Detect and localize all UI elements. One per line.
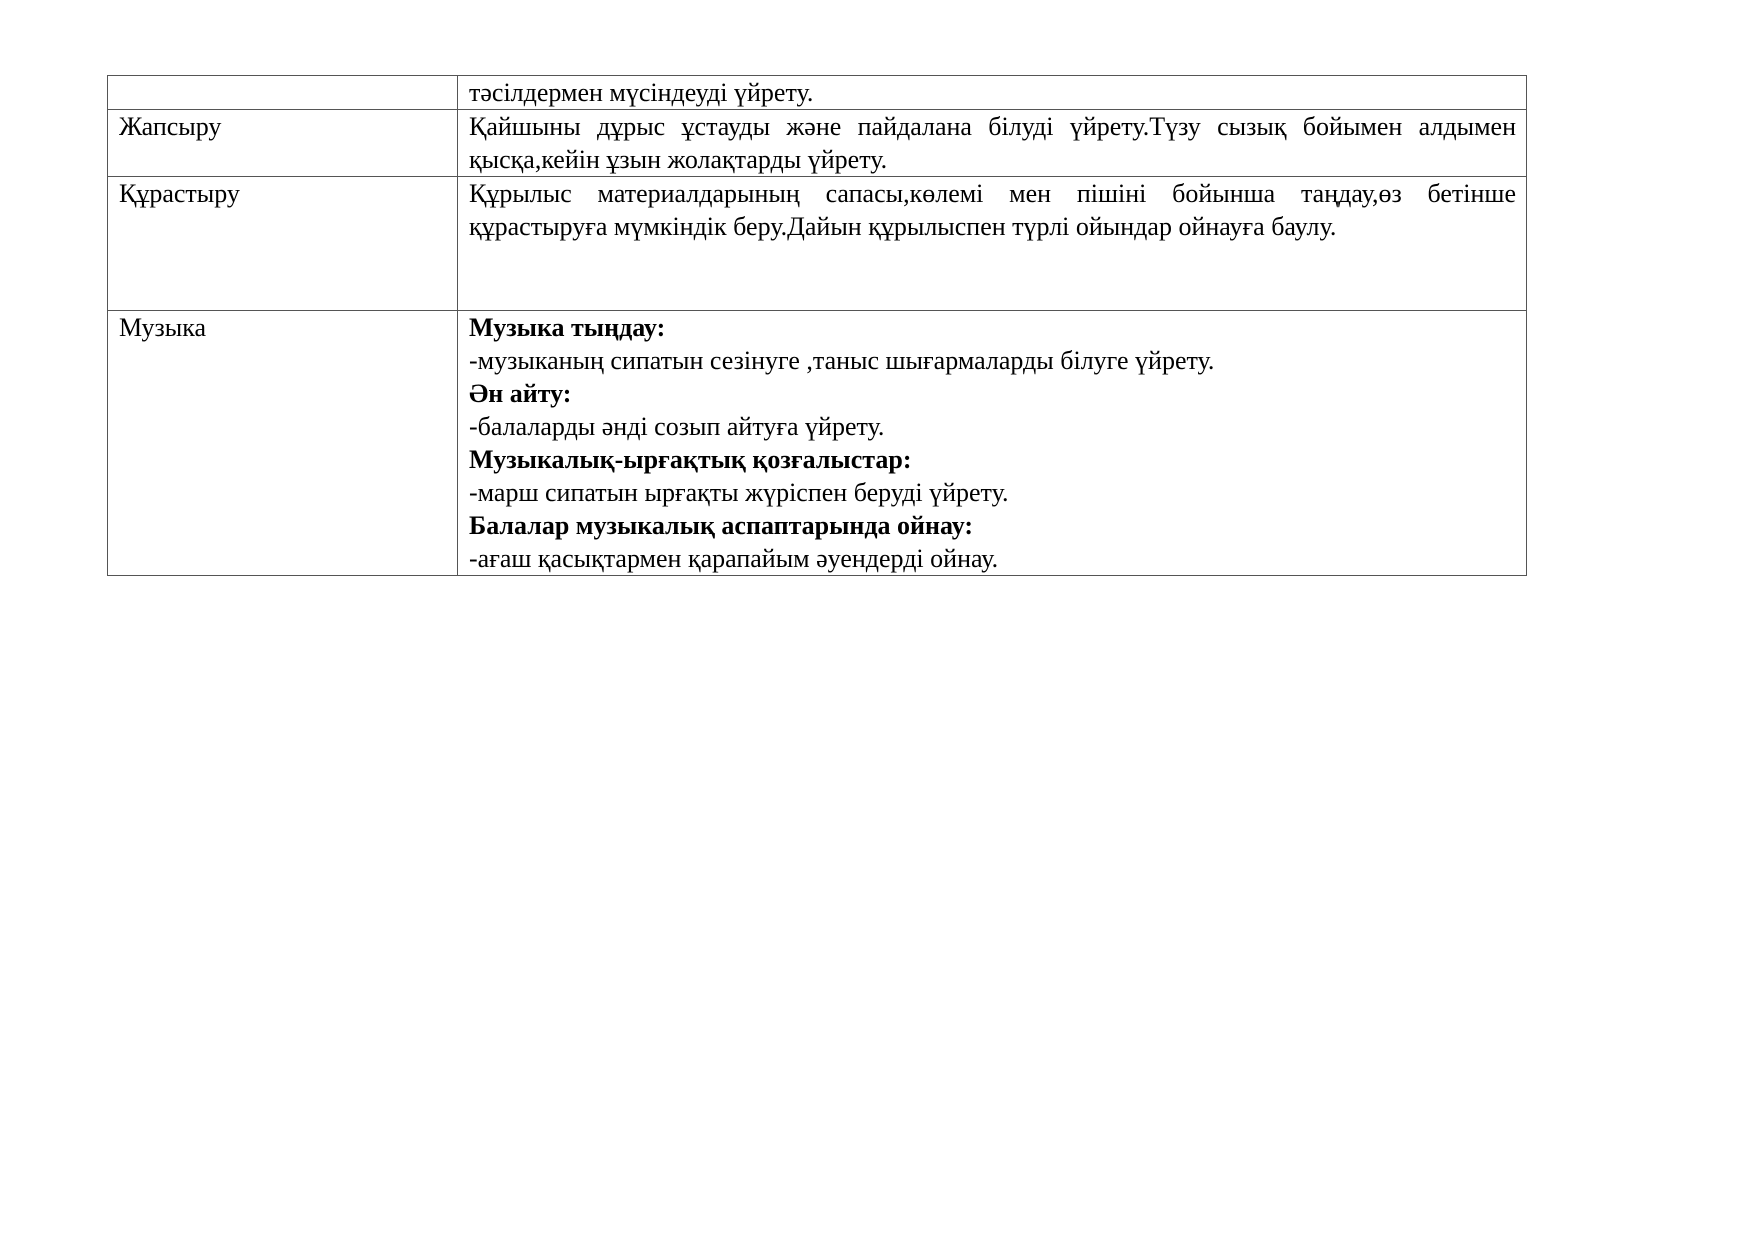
table-row — [108, 110, 1527, 177]
curriculum-table — [107, 75, 1527, 576]
subject-label: Жапсыру — [119, 112, 222, 141]
subject-cell — [108, 177, 458, 311]
content-text: Құрылыс материалдарының сапасы,көлемі мен пішіні бойынша таңдау,өз бетінше құрастыруға мүмкіндік беру.Дайын құрылыспен түрлі ойындар ойнауға баулу. — [469, 179, 1516, 241]
subject-cell — [108, 311, 458, 576]
section-text: -марш сипатын ырғақты жүріспен беруді үйрету. — [469, 478, 1009, 507]
section-heading: Балалар музыкалық аспаптарында ойнау: — [469, 511, 974, 540]
section-text: -балаларды әнді созып айтуға үйрету. — [469, 412, 885, 441]
subject-label: Музыка — [119, 313, 206, 342]
section-heading: Музыка тыңдау: — [469, 313, 666, 342]
section-text: -музыканың сипатын сезінуге ,таныс шығармаларды білуге үйрету. — [469, 346, 1215, 375]
content-cell — [458, 110, 1527, 177]
table-row — [108, 76, 1527, 110]
content-cell — [458, 177, 1527, 311]
subject-cell — [108, 76, 458, 110]
content-cell — [458, 76, 1527, 110]
table-row — [108, 311, 1527, 576]
content-text: Қайшыны дұрыс ұстауды және пайдалана білуді үйрету.Түзу сызық бойымен алдымен қысқа,кейін ұзын жолақтарды үйрету. — [469, 112, 1516, 174]
content-cell — [458, 311, 1527, 576]
section-text: -ағаш қасықтармен қарапайым әуендерді ойнау. — [469, 544, 999, 573]
content-text: тәсілдермен мүсіндеуді үйрету. — [469, 78, 814, 107]
subject-label: Құрастыру — [119, 179, 240, 208]
table-row — [108, 177, 1527, 311]
section-heading: Ән айту: — [469, 379, 572, 408]
section-heading: Музыкалық-ырғақтық қозғалыстар: — [469, 445, 912, 474]
subject-cell — [108, 110, 458, 177]
